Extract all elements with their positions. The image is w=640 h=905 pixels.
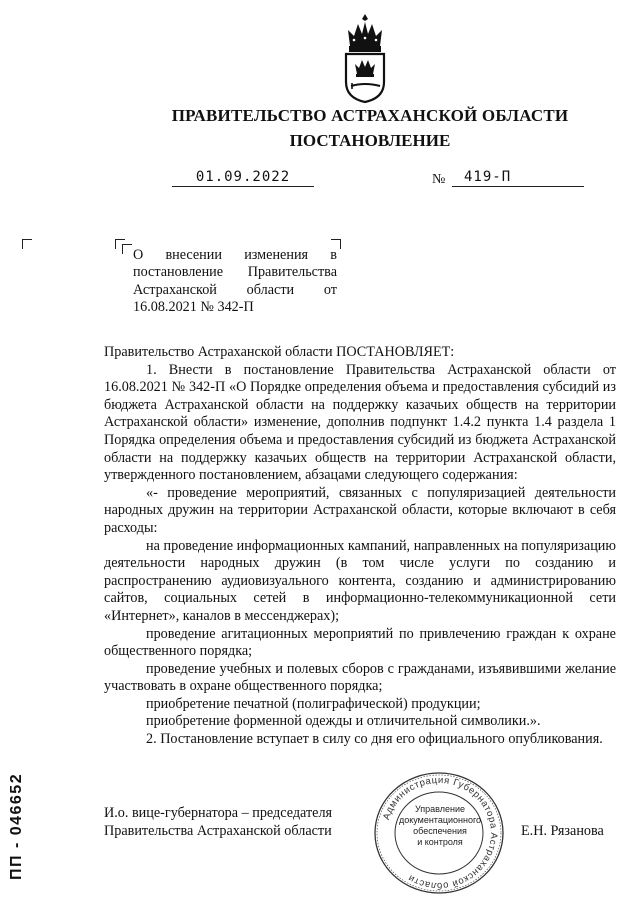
document-subject: О внесении изменения в постановление Правительства Астраханской области от 16.08.2021 № 342-П (133, 247, 337, 315)
position-line: И.о. вице-губернатора – председателя (104, 805, 333, 821)
corner-mark (122, 244, 132, 254)
sub-item: проведение учебных и полевых сборов с гражданами, изъявившими желание участвовать в охране общественного порядка; (104, 660, 616, 695)
stamp-ring-text: Администрация Губернатора Астраханской области (381, 774, 500, 892)
document-number: 419-П (452, 169, 584, 187)
document-date: 01.09.2022 (172, 169, 314, 187)
quote-intro: «- проведение мероприятий, связанных с популяризацией деятельности народных дружин на территории Астраханской области, которые включают в себя расходы: (104, 484, 616, 536)
sub-item: проведение агитационных мероприятий по привлечению граждан к охране общественного порядка; (104, 625, 616, 660)
position-line: Правительства Астраханской области (104, 822, 332, 839)
signatory-position (104, 805, 332, 840)
number-mark: № (432, 172, 446, 187)
coat-of-arms-emblem (340, 12, 390, 104)
document-type-title: ПОСТАНОВЛЕНИЕ (289, 131, 451, 150)
preamble: Правительство Астраханской области ПОСТАНОВЛЯЕТ: (104, 344, 455, 360)
document-body (104, 344, 616, 749)
clause-2: 2. Постановление вступает в силу со дня его официального опубликования. (146, 731, 603, 748)
sub-item: на проведение информационных кампаний, направленных на популяризацию деятельности народных дружин (в том числе услуги по созданию и распространению аудиовизуального контента, созданию и администрированию сайтов, социальных сетей в информационно-телекоммуникационной сети «Интернет», каналов в мессенджерах); (104, 537, 616, 624)
corner-mark (22, 239, 32, 249)
sub-item: приобретение печатной (полиграфической) продукции; (146, 695, 481, 712)
clause-1: 1. Внести в постановление Правительства Астраханской области от 16.08.2021 № 342-П «О Порядке определения объема и предоставления субсидий из бюджета Астраханской области на поддержку казачьих обществ на территории Астраханской области» изменение, дополнив подпункт 1.4.2 пункта 1.4 раздела 1 Порядка определения объема и предоставления субсидий из бюджета Астраханской области на поддержку казачьих обществ на территории Астраханской области, утвержденного постановлением, абзацами следующего содержания: (104, 361, 616, 484)
government-title: ПРАВИТЕЛЬСТВО АСТРАХАНСКОЙ ОБЛАСТИ (171, 106, 569, 125)
sub-item: приобретение форменной одежды и отличительной символики.». (146, 713, 541, 730)
signatory-name: Е.Н. Рязанова (521, 823, 604, 839)
form-serial-number: ПП - 046652 (8, 772, 25, 880)
stamp-center-text: Управление документационного обеспечения и контроля (398, 804, 482, 847)
